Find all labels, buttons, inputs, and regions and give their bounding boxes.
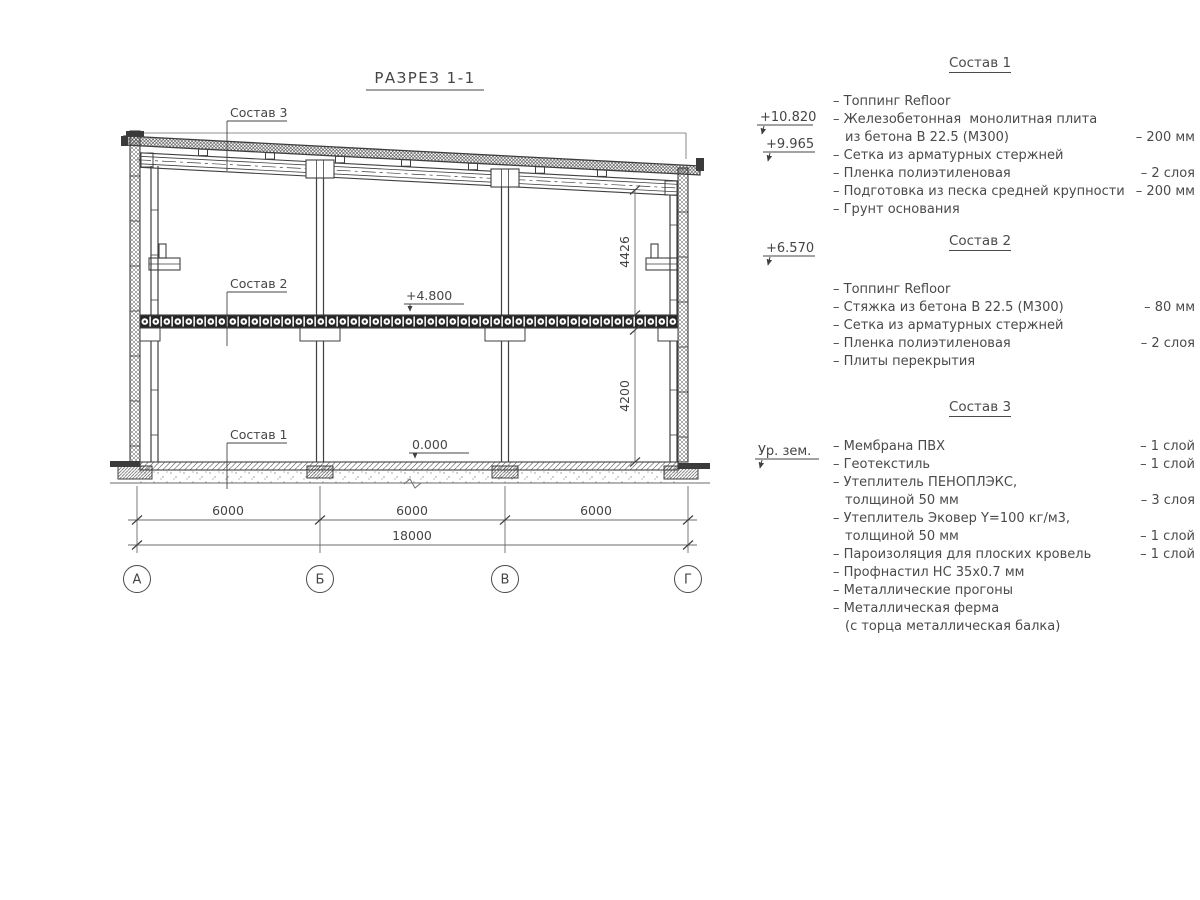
comp1-list <box>833 93 1195 219</box>
list-item: – Железобетонная монолитная плита из бетона В 22.5 (М300) – 200 мм <box>833 112 1195 145</box>
mark-9965 <box>763 137 815 161</box>
comp2-heading: Состав 2 <box>948 233 1012 249</box>
svg-text:+10.820: +10.820 <box>760 110 817 125</box>
list-item: – Подготовка из песка средней крупности – 200 мм <box>833 184 1195 199</box>
list-item: – Профнастил НС 35х0.7 мм <box>833 565 1025 580</box>
horizontal-dimensions <box>128 486 697 553</box>
mark-ground-level <box>755 444 819 468</box>
dim-total: 18000 <box>392 528 432 543</box>
roof-edge-right <box>696 158 704 171</box>
axis-bubbles <box>124 566 702 593</box>
axis-v: В <box>500 572 510 588</box>
comp1-heading: Состав 1 <box>948 55 1012 71</box>
label-comp2 <box>227 276 287 346</box>
dim-4426: 4426 <box>617 236 632 268</box>
list-item: – Пленка полиэтиленовая – 2 слоя <box>833 336 1195 351</box>
svg-text:Состав 3: Состав 3 <box>230 105 288 120</box>
dim-bay2: 6000 <box>396 503 428 518</box>
list-item: – Стяжка из бетона В 22.5 (М300) – 80 мм <box>833 300 1195 315</box>
svg-text:Ур. зем.: Ур. зем. <box>758 444 812 459</box>
comp2-list <box>833 281 1195 371</box>
sand-layer <box>140 470 678 483</box>
svg-text:+9.965: +9.965 <box>766 137 815 152</box>
dim-bay3: 6000 <box>580 503 612 518</box>
list-item: – Топпинг Refloor <box>833 282 951 297</box>
elev-0000 <box>409 437 469 458</box>
list-item: – Металлическая ферма (с торца металлическая балка) <box>833 601 1061 634</box>
roof-edge-left <box>121 136 128 146</box>
svg-text:0.000: 0.000 <box>412 437 448 452</box>
list-item: – Мембрана ПВХ – 1 слой <box>833 439 1195 454</box>
axis-a: А <box>132 572 142 588</box>
comp3-heading: Состав 3 <box>948 399 1012 415</box>
bracket-left <box>149 244 180 270</box>
axis-b: Б <box>315 572 325 588</box>
list-item: – Утеплитель Эковер Y=100 кг/м3, толщиной 50 мм – 1 слой <box>833 511 1195 544</box>
wall-columns <box>151 166 677 462</box>
list-item: – Сетка из арматурных стержней <box>833 318 1064 333</box>
axis-g: Г <box>684 572 692 588</box>
bracket-right <box>646 244 677 270</box>
list-item: – Сетка из арматурных стержней <box>833 148 1064 163</box>
dim-4200: 4200 <box>617 380 632 412</box>
wall-right <box>678 168 688 462</box>
svg-text:+6.570: +6.570 <box>766 241 815 256</box>
elevation-marks <box>755 110 819 468</box>
page-title: РАЗРЕЗ 1-1 <box>374 69 476 87</box>
comp3-list <box>833 438 1195 636</box>
list-item: – Геотекстиль – 1 слой <box>833 457 1195 472</box>
wall-left <box>126 131 144 462</box>
ground-floor <box>110 461 710 488</box>
list-item: – Пароизоляция для плоских кровель – 1 слой <box>833 547 1195 562</box>
list-item: – Утеплитель ПЕНОПЛЭКС, толщиной 50 мм – 3 слоя <box>833 475 1195 508</box>
list-item: – Топпинг Refloor <box>833 94 951 109</box>
floor-slab <box>140 315 678 341</box>
slab-beams <box>140 328 678 341</box>
roof-slab <box>121 136 704 175</box>
list-item: – Металлические прогоны <box>833 583 1013 598</box>
elev-4800 <box>404 288 464 311</box>
list-item: – Пленка полиэтиленовая – 2 слоя <box>833 166 1195 181</box>
svg-text:+4.800: +4.800 <box>406 288 453 303</box>
mark-6570 <box>763 241 815 265</box>
drawing-title <box>366 69 484 90</box>
svg-text:Состав 1: Состав 1 <box>230 427 288 442</box>
dim-bay1: 6000 <box>212 503 244 518</box>
list-item: – Плиты перекрытия <box>833 354 976 369</box>
svg-text:Состав 2: Состав 2 <box>230 276 288 291</box>
list-item: – Грунт основания <box>833 202 960 217</box>
mark-10820 <box>757 110 816 134</box>
